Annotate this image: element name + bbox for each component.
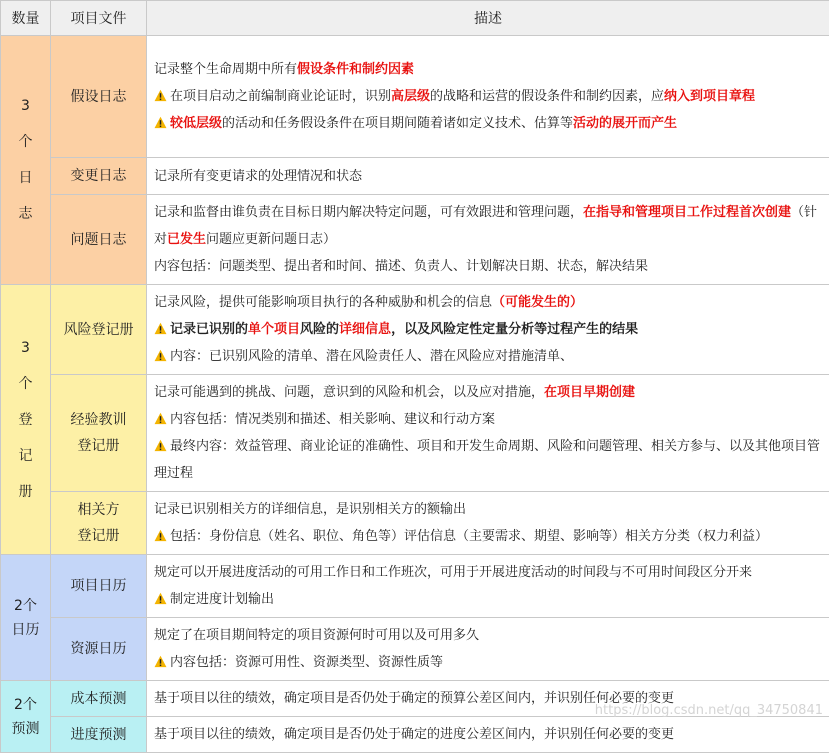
table-row [1, 717, 829, 753]
desc-cell [147, 158, 829, 195]
desc-text: 包括：身份信息（姓名、职位、角色等）评估信息（主要需求、期望、影响等）相关方分类（权力利益） [170, 529, 768, 544]
desc-text: 记录已识别的 [170, 322, 248, 337]
highlight-text: 假设条件和制约因素 [297, 62, 414, 77]
group-label-char: 3 [1, 88, 50, 124]
highlight-text: 在项目早期创建 [544, 385, 635, 400]
header-row [1, 1, 829, 36]
desc-line [154, 586, 821, 613]
desc-text: 的活动和任务假设条件在项目期间随着诸如定义技术、估算等 [222, 116, 573, 131]
group-label-char: 记 [1, 438, 50, 474]
desc-text: 最终内容：效益管理、商业论证的准确性、项目和开发生命周期、风险和问题管理、相关方参与、以及其他项目管理过程 [154, 439, 820, 481]
desc-text: 规定可以开展进度活动的可用工作日和工作班次，可用于开展进度活动的时间段与不可用时间段区分开来 [154, 565, 752, 580]
file-name: 风险登记册 [51, 317, 146, 343]
file-name: 问题日志 [51, 227, 146, 253]
desc-line [154, 316, 821, 343]
group-label-char: 日 [1, 160, 50, 196]
table-row [1, 285, 829, 375]
desc-cell [147, 36, 829, 158]
group-calendars [1, 555, 51, 681]
warning-icon [154, 85, 167, 98]
file-cell [51, 195, 147, 285]
desc-text: （针对 [154, 205, 817, 247]
warning-icon [154, 345, 167, 358]
desc-text: 内容包括：资源可用性、资源类型、资源性质等 [170, 655, 443, 670]
file-cell [51, 717, 147, 753]
file-cell [51, 492, 147, 555]
file-name: 进度预测 [51, 722, 146, 748]
file-name: 登记册 [51, 523, 146, 549]
warning-icon [154, 525, 167, 538]
desc-line [154, 289, 821, 316]
desc-line [154, 523, 821, 550]
desc-cell [147, 717, 829, 753]
table-row [1, 36, 829, 158]
desc-text: 制定进度计划输出 [170, 592, 274, 607]
group-registers [1, 285, 51, 555]
desc-text: 风险的 [300, 322, 339, 337]
desc-text: 基于项目以往的绩效，确定项目是否仍处于确定的预算公差区间内，并识别任何必要的变更 [154, 691, 674, 706]
desc-line [154, 83, 821, 110]
group-logs [1, 36, 51, 285]
warning-icon [154, 435, 167, 448]
desc-text: 记录和监督由谁负责在目标日期内解决特定问题，可有效跟进和管理问题， [154, 205, 583, 220]
highlight-text: 已发生 [167, 232, 206, 247]
group-label-char: 志 [1, 196, 50, 232]
desc-line [154, 406, 821, 433]
table-row [1, 375, 829, 492]
group-label-char: 个 [1, 124, 50, 160]
desc-text: 内容包括：问题类型、提出者和时间、描述、负责人、计划解决日期、状态，解决结果 [154, 259, 648, 274]
highlight-text: 高层级 [391, 89, 430, 104]
desc-line [154, 379, 821, 406]
desc-text: 规定了在项目期间特定的项目资源何时可用以及可用多久 [154, 628, 479, 643]
group-label-char: 预测 [1, 717, 50, 741]
desc-line [154, 253, 821, 280]
file-cell [51, 36, 147, 158]
desc-line [154, 559, 821, 586]
desc-text: 的战略和运营的假设条件和制约因素，应 [430, 89, 664, 104]
desc-line [154, 649, 821, 676]
desc-text: 记录已识别相关方的详细信息，是识别相关方的额输出 [154, 502, 466, 517]
group-label-char: 2个 [1, 594, 50, 618]
table-row [1, 618, 829, 681]
file-cell [51, 681, 147, 717]
file-cell [51, 285, 147, 375]
file-name: 登记册 [51, 433, 146, 459]
desc-line [154, 496, 821, 523]
warning-icon [154, 588, 167, 601]
desc-cell [147, 492, 829, 555]
file-name: 变更日志 [51, 163, 146, 189]
group-label-char: 2个 [1, 693, 50, 717]
desc-cell [147, 618, 829, 681]
watermark: https://blog.csdn.net/qq_34750841 [595, 703, 823, 718]
warning-icon [154, 112, 167, 125]
desc-text: 问题应更新问题日志） [206, 232, 336, 247]
header-count: 数量 [1, 1, 51, 36]
desc-line [154, 343, 821, 370]
highlight-text: 单个项目 [248, 322, 300, 337]
desc-text: 记录整个生命周期中所有 [154, 62, 297, 77]
file-cell [51, 375, 147, 492]
desc-line [154, 163, 821, 190]
desc-text: ，以及风险定性定量分析等过程产生的结果 [391, 322, 638, 337]
desc-text: 记录所有变更请求的处理情况和状态 [154, 169, 362, 184]
desc-cell [147, 375, 829, 492]
desc-text: 内容包括：情况类别和描述、相关影响、建议和行动方案 [170, 412, 495, 427]
file-name: 项目日历 [51, 573, 146, 599]
desc-line [154, 622, 821, 649]
table-row [1, 158, 829, 195]
group-forecasts [1, 681, 51, 753]
highlight-text: 纳入到项目章程 [664, 89, 755, 104]
desc-line [154, 110, 821, 137]
file-cell [51, 158, 147, 195]
table-row [1, 195, 829, 285]
desc-cell [147, 195, 829, 285]
highlight-text: 在指导和管理项目工作过程首次创建 [583, 205, 791, 220]
file-name: 成本预测 [51, 686, 146, 712]
desc-cell [147, 555, 829, 618]
desc-text: 内容：已识别风险的清单、潜在风险责任人、潜在风险应对措施清单、 [170, 349, 573, 364]
warning-icon [154, 651, 167, 664]
highlight-text: 活动的展开而产生 [573, 116, 677, 131]
file-cell [51, 555, 147, 618]
desc-text: 记录风险，提供可能影响项目执行的各种威胁和机会的信息 [154, 295, 492, 310]
desc-text: 基于项目以往的绩效，确定项目是否仍处于确定的进度公差区间内，并识别任何必要的变更 [154, 727, 674, 742]
file-name: 假设日志 [51, 84, 146, 110]
file-name: 经验教训 [51, 407, 146, 433]
warning-icon [154, 318, 167, 331]
highlight-text: 详细信息 [339, 322, 391, 337]
group-label-char: 日历 [1, 618, 50, 642]
desc-line [154, 199, 821, 253]
desc-text: 记录可能遇到的挑战、问题，意识到的风险和机会，以及应对措施， [154, 385, 544, 400]
group-label-char: 登 [1, 402, 50, 438]
file-name: 相关方 [51, 497, 146, 523]
highlight-text: 较低层级 [170, 116, 222, 131]
header-desc: 描述 [147, 1, 829, 36]
desc-line [154, 433, 821, 487]
table-body [1, 36, 829, 753]
file-cell [51, 618, 147, 681]
desc-cell [147, 285, 829, 375]
group-label-char: 册 [1, 474, 50, 510]
header-file: 项目文件 [51, 1, 147, 36]
desc-text: 在项目启动之前编制商业论证时，识别 [170, 89, 391, 104]
highlight-text: （可能发生的） [492, 295, 583, 310]
warning-icon [154, 408, 167, 421]
table-row [1, 555, 829, 618]
group-label-char: 个 [1, 366, 50, 402]
desc-line [154, 56, 821, 83]
group-label-char: 3 [1, 330, 50, 366]
desc-line [154, 721, 821, 748]
table-row [1, 492, 829, 555]
file-name: 资源日历 [51, 636, 146, 662]
